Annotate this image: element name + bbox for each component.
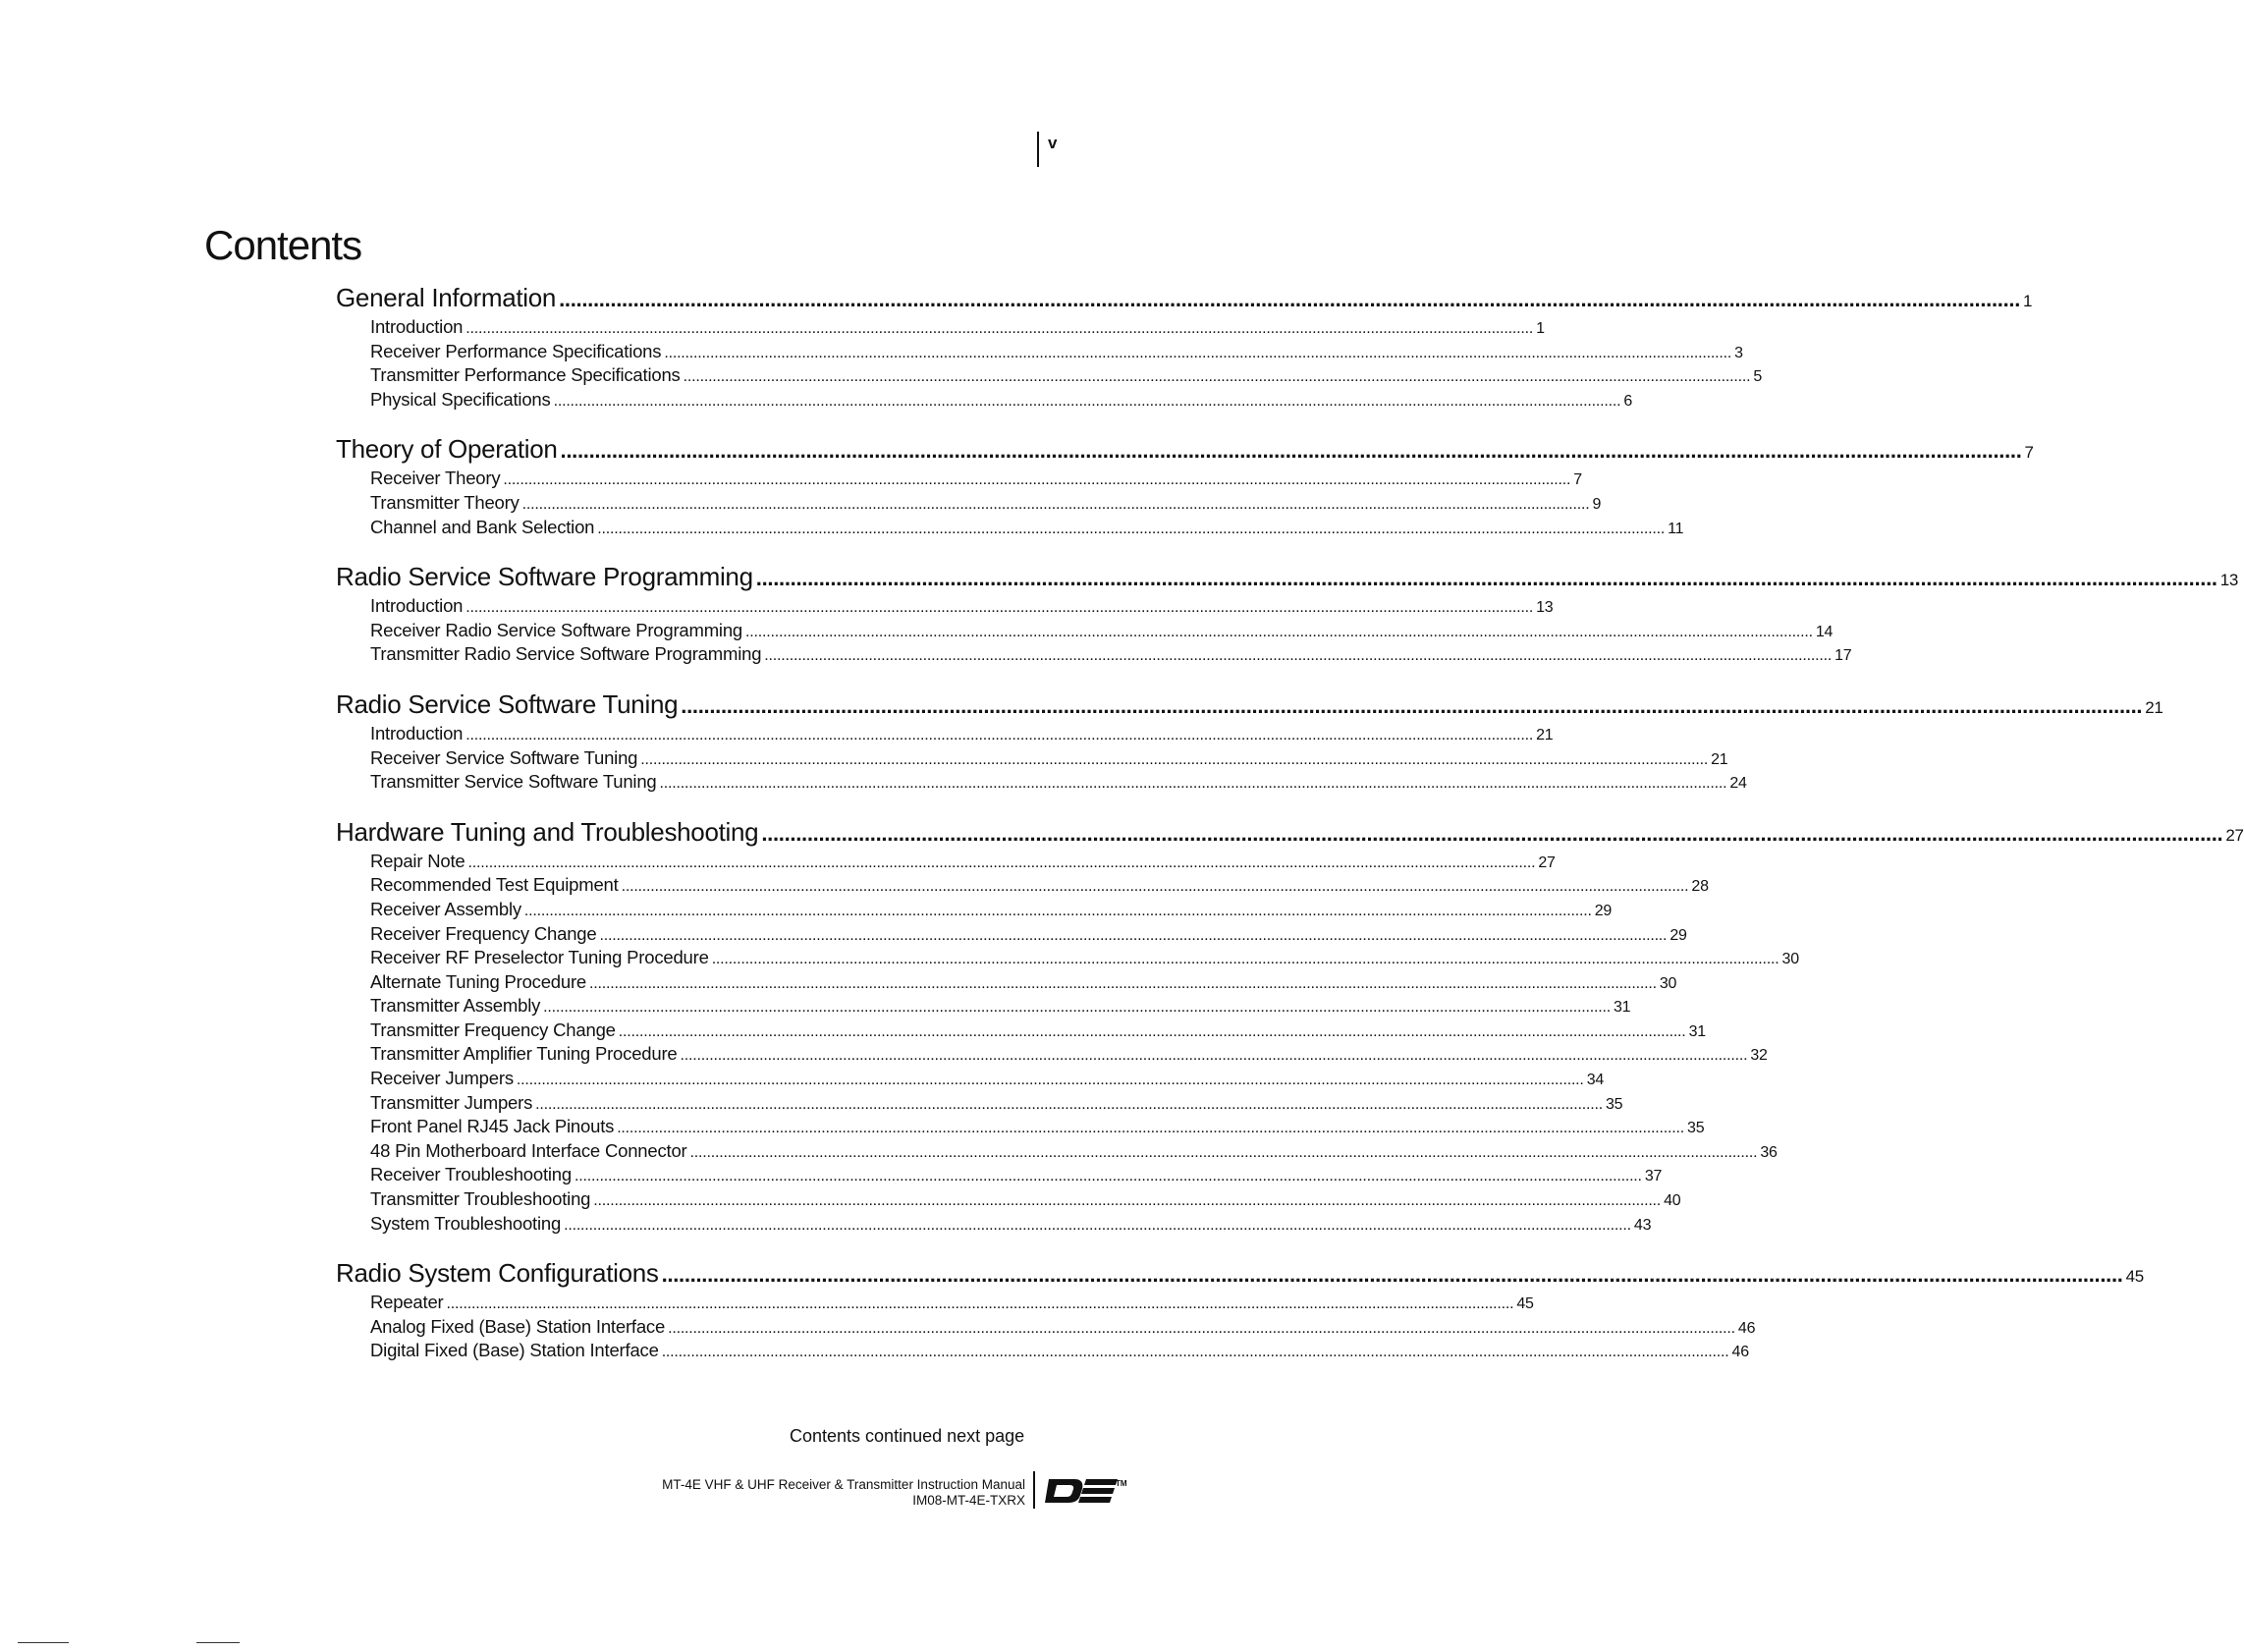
toc-entry-title: Transmitter Jumpers <box>370 1091 533 1113</box>
toc-entry-page: 21 <box>1711 750 1728 768</box>
toc-entry-title: Transmitter Troubleshooting <box>370 1188 591 1210</box>
toc-entry-title: Receiver Theory <box>370 468 501 489</box>
toc-entry-title: Receiver Performance Specifications <box>370 340 662 361</box>
toc-entry-title: Transmitter Radio Service Software Programming <box>370 643 762 665</box>
toc-entry-title: Receiver Troubleshooting <box>370 1164 572 1185</box>
toc-entry[interactable] <box>336 1139 1778 1165</box>
toc-leader-dots <box>589 975 1657 993</box>
toc-entry-page: 43 <box>1633 1216 1652 1234</box>
toc-entry[interactable] <box>336 364 1763 389</box>
toc-entry-page: 24 <box>1729 775 1747 793</box>
toc-entry[interactable] <box>336 1340 1749 1364</box>
toc-leader-dots <box>597 521 1665 538</box>
toc-entry-title: Transmitter Theory <box>370 491 520 513</box>
toc-leader-dots <box>617 1120 1684 1137</box>
toc-entry-title: Transmitter Performance Specifications <box>370 364 681 386</box>
toc-entry[interactable] <box>336 771 1747 796</box>
toc-entry-title: Repeater <box>370 1292 444 1313</box>
toc-entry-page: 45 <box>1516 1295 1534 1313</box>
toc-entry-page: 35 <box>1605 1095 1623 1113</box>
toc-entry[interactable] <box>336 995 1631 1019</box>
toc-entry-page: 3 <box>1734 344 1743 361</box>
page-number: v <box>1048 134 1058 152</box>
toc-entry-page: 5 <box>1753 368 1763 386</box>
toc-entry-page: 35 <box>1687 1120 1705 1137</box>
toc-entry[interactable] <box>336 619 1834 644</box>
toc-leader-dots <box>554 393 1621 411</box>
toc-entry[interactable] <box>336 491 1602 517</box>
toc-entry[interactable] <box>336 1043 1768 1068</box>
toc-entry-page: 31 <box>1613 999 1631 1017</box>
toc-chapter-page: 21 <box>2145 697 2163 717</box>
toc-leader-dots <box>622 878 1689 896</box>
toc-chapter-entry[interactable] <box>336 1258 2144 1292</box>
toc-chapter-title: Radio Service Software Programming <box>336 562 753 592</box>
toc-leader-dots <box>543 999 1611 1017</box>
toc-leader-dots <box>559 287 2020 312</box>
toc-entry-page: 32 <box>1750 1047 1768 1065</box>
toc-chapter-title: Radio System Configurations <box>336 1258 659 1289</box>
toc-entry-page: 1 <box>1536 320 1545 337</box>
toc-entry[interactable] <box>336 922 1687 948</box>
footer <box>550 1477 1025 1509</box>
toc-entry-page: 36 <box>1760 1143 1778 1161</box>
toc-entry-title: Introduction <box>370 722 464 743</box>
toc-chapter-page: 1 <box>2023 292 2033 310</box>
toc-chapter-entry[interactable] <box>336 816 2244 851</box>
toc-entry-page: 27 <box>1538 854 1556 871</box>
toc-entry-title: Repair Note <box>370 850 465 871</box>
toc-leader-dots <box>662 1344 1729 1361</box>
toc-entry-page: 40 <box>1664 1192 1681 1210</box>
footer-rule <box>1033 1471 1035 1509</box>
toc-leader-dots <box>668 1320 1735 1338</box>
toc-chapter-page: 13 <box>2219 571 2239 590</box>
toc-entry-title: Receiver RF Preselector Tuning Procedure <box>370 947 709 968</box>
toc-leader-dots <box>575 1168 1642 1185</box>
toc-leader-dots <box>690 1144 1758 1162</box>
toc-entry[interactable] <box>336 1188 1681 1213</box>
toc-leader-dots <box>745 624 1813 641</box>
toc-entry-title: System Troubleshooting <box>370 1212 562 1234</box>
toc-entry-page: 30 <box>1659 974 1677 992</box>
toc-leader-dots <box>660 775 1727 793</box>
toc-entry[interactable] <box>336 1068 1605 1092</box>
toc-leader-dots <box>662 1262 2123 1288</box>
toc-entry-page: 30 <box>1781 951 1799 968</box>
toc-chapter-title: Radio Service Software Tuning <box>336 688 679 719</box>
scan-mark <box>196 1642 240 1643</box>
toc-chapter-title: Hardware Tuning and Troubleshooting <box>336 816 759 847</box>
toc-entry-title: Receiver Jumpers <box>370 1068 514 1089</box>
toc-entry-title: Receiver Frequency Change <box>370 922 597 944</box>
toc-leader-dots <box>756 566 2217 591</box>
toc-entry-page: 13 <box>1536 599 1554 617</box>
toc-entry[interactable] <box>336 340 1743 365</box>
toc-section <box>336 816 2244 1238</box>
trademark-mark: TM <box>1116 1479 1127 1488</box>
toc-entry[interactable] <box>336 947 1799 971</box>
toc-leader-dots <box>681 1047 1748 1065</box>
toc-entry-title: Channel and Bank Selection <box>370 516 595 537</box>
toc-entry[interactable] <box>336 1164 1663 1188</box>
page-number-rule <box>1037 132 1039 167</box>
toc-entry-title: Receiver Assembly <box>370 898 521 919</box>
toc-entry-page: 14 <box>1815 623 1834 640</box>
toc-entry[interactable] <box>336 850 1556 875</box>
toc-leader-dots <box>593 1192 1661 1210</box>
toc-chapter-entry[interactable] <box>336 434 2034 468</box>
toc-entry-title: Introduction <box>370 595 464 617</box>
toc-leader-dots <box>681 693 2142 719</box>
toc-chapter-page: 45 <box>2125 1267 2144 1287</box>
toc-entry-page: 29 <box>1669 926 1687 944</box>
toc-leader-dots <box>447 1295 1514 1313</box>
toc-entry-title: Analog Fixed (Base) Station Interface <box>370 1315 666 1337</box>
toc-leader-dots <box>468 854 1536 872</box>
toc-leader-dots <box>761 821 2222 847</box>
toc-entry[interactable] <box>336 970 1677 996</box>
toc-entry-page: 37 <box>1644 1168 1663 1185</box>
toc-entry-title: Transmitter Frequency Change <box>370 1019 616 1040</box>
de-logo-icon <box>1045 1477 1127 1510</box>
toc-leader-dots <box>684 368 1751 386</box>
toc-entry-title: 48 Pin Motherboard Interface Connector <box>370 1139 687 1161</box>
toc-leader-dots <box>517 1072 1584 1089</box>
toc-entry[interactable] <box>336 1091 1623 1117</box>
continued-note: Contents continued next page <box>790 1426 1025 1446</box>
toc-entry-title: Alternate Tuning Procedure <box>370 970 587 992</box>
toc-entry-page: 21 <box>1536 726 1554 743</box>
toc-entry-page: 17 <box>1834 647 1852 665</box>
toc-entry-page: 31 <box>1688 1022 1706 1040</box>
toc-leader-dots <box>564 1217 1631 1235</box>
toc-leader-dots <box>465 727 1533 744</box>
toc-entry-page: 46 <box>1737 1319 1756 1337</box>
toc-leader-dots <box>522 496 1590 514</box>
toc-entry-page: 6 <box>1623 392 1633 410</box>
toc-section <box>336 688 2163 796</box>
toc-chapter-entry[interactable] <box>336 688 2163 723</box>
toc-entry[interactable] <box>336 1116 1705 1140</box>
footer-manual-title: MT-4E VHF & UHF Receiver & Transmitter Instruction Manual <box>662 1477 1025 1492</box>
toc-chapter-title: Theory of Operation <box>336 434 558 465</box>
footer-doc-id: IM08-MT-4E-TXRX <box>912 1493 1025 1508</box>
toc-entry[interactable] <box>336 595 1554 620</box>
toc-entry[interactable] <box>336 1019 1706 1044</box>
toc-entry-title: Receiver Service Software Tuning <box>370 746 638 768</box>
toc-leader-dots <box>600 927 1668 945</box>
toc-leader-dots <box>640 751 1708 769</box>
toc-leader-dots <box>524 903 1592 920</box>
toc-entry-title: Transmitter Amplifier Tuning Procedure <box>370 1043 678 1065</box>
toc-entry-title: Digital Fixed (Base) Station Interface <box>370 1340 659 1361</box>
toc-leader-dots <box>503 471 1570 489</box>
toc-entry[interactable] <box>336 746 1728 772</box>
toc-entry-page: 28 <box>1691 878 1709 896</box>
toc-entry[interactable] <box>336 898 1613 923</box>
toc-section <box>336 1258 2144 1364</box>
toc-leader-dots <box>619 1023 1686 1041</box>
toc-entry[interactable] <box>336 1212 1652 1238</box>
toc-entry-page: 11 <box>1668 520 1684 537</box>
toc-entry-title: Transmitter Assembly <box>370 995 541 1017</box>
toc-leader-dots <box>465 599 1533 617</box>
toc-leader-dots <box>535 1096 1603 1114</box>
toc-leader-dots <box>561 438 2022 464</box>
scan-mark <box>18 1642 69 1643</box>
toc-leader-dots <box>712 951 1779 968</box>
toc-entry[interactable] <box>336 1292 1534 1316</box>
toc-entry[interactable] <box>336 874 1709 899</box>
toc-entry-title: Recommended Test Equipment <box>370 874 619 896</box>
toc-entry-page: 34 <box>1586 1072 1605 1089</box>
page-title: Contents <box>204 222 362 268</box>
toc-entry-page: 46 <box>1731 1344 1749 1361</box>
toc-entry-page: 29 <box>1594 902 1613 919</box>
toc-chapter-entry[interactable] <box>336 562 2239 595</box>
toc-chapter-page: 27 <box>2225 825 2244 845</box>
toc-entry[interactable] <box>336 643 1852 668</box>
toc-chapter-page: 7 <box>2024 443 2034 463</box>
toc-section <box>336 434 2034 540</box>
toc-leader-dots <box>664 345 1731 362</box>
table-of-contents <box>336 283 2244 1386</box>
toc-entry-title: Front Panel RJ45 Jack Pinouts <box>370 1116 615 1137</box>
toc-entry-title: Physical Specifications <box>370 388 551 410</box>
toc-entry-page: 9 <box>1592 495 1602 513</box>
toc-entry-page: 7 <box>1573 471 1582 489</box>
toc-entry-title: Transmitter Service Software Tuning <box>370 771 657 793</box>
toc-entry[interactable] <box>336 1315 1756 1341</box>
toc-chapter-entry[interactable] <box>336 283 2033 316</box>
toc-entry[interactable] <box>336 468 1582 492</box>
toc-chapter-title: General Information <box>336 283 557 312</box>
toc-entry-title: Receiver Radio Service Software Programming <box>370 619 743 640</box>
toc-entry[interactable] <box>336 388 1633 413</box>
toc-entry-title: Introduction <box>370 316 464 337</box>
toc-entry[interactable] <box>336 722 1554 747</box>
toc-section <box>336 283 2033 413</box>
toc-leader-dots <box>764 647 1832 665</box>
toc-entry[interactable] <box>336 316 1545 341</box>
toc-entry[interactable] <box>336 516 1684 541</box>
toc-section <box>336 562 2239 668</box>
toc-leader-dots <box>465 320 1533 338</box>
